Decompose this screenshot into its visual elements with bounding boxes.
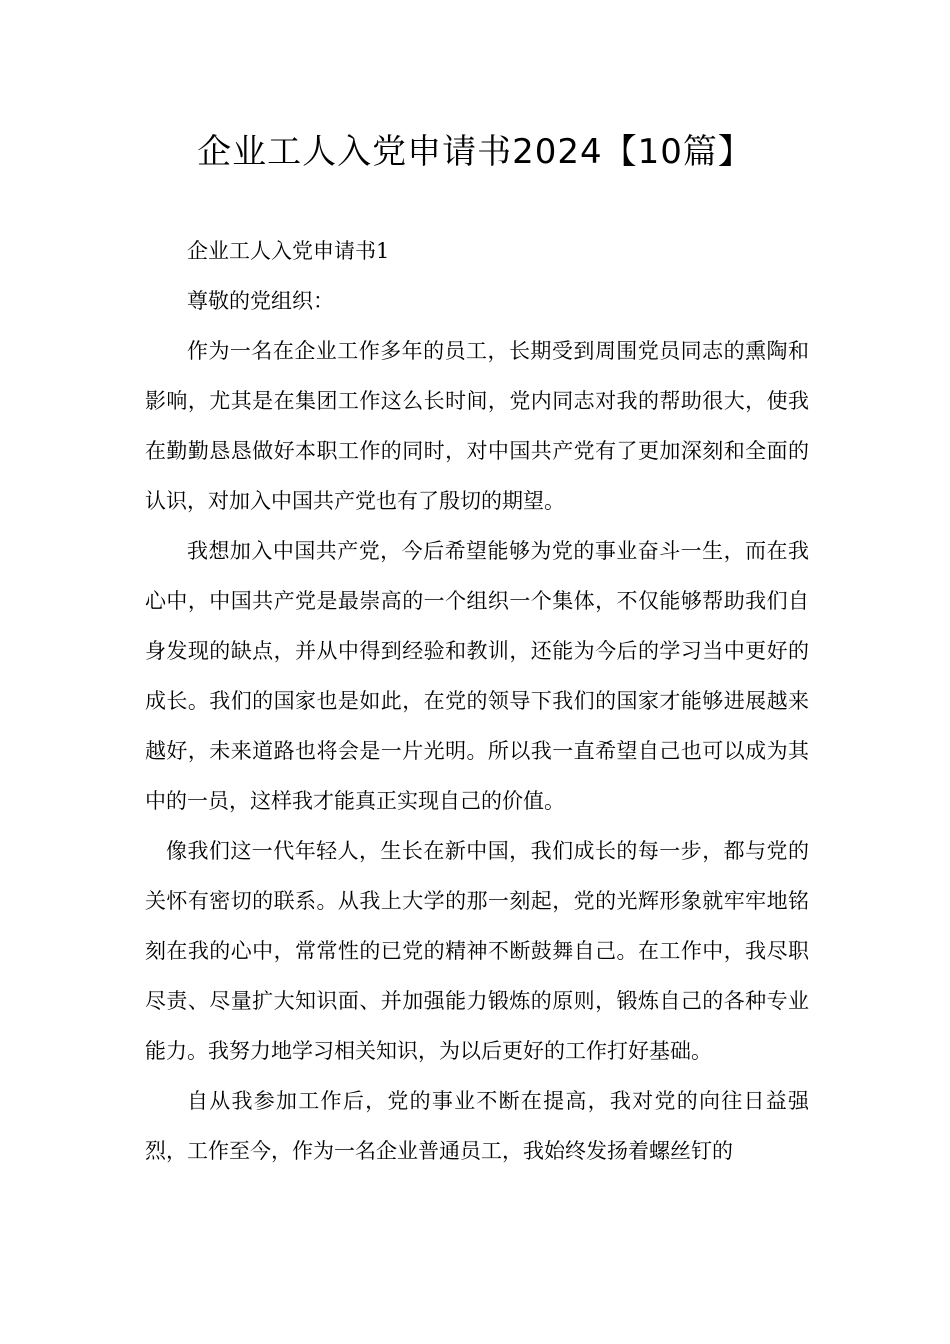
section-heading: 企业工人入党申请书1 [187,239,390,263]
body-paragraph: 作为一名在企业工作多年的员工，长期受到周围党员同志的熏陶和影响，尤其是在集团工作这么长时间，党内同志对我的帮助很大，使我在勤勤恳恳做好本职工作的同时，对中国共产党有了更加深刻和全面的认识，对加入中国共产党也有了殷切的期望。 [145,339,809,513]
body-paragraph: 自从我参加工作后，党的事业不断在提高，我对党的向往日益强烈，工作至今，作为一名企业普通员工，我始终发扬着螺丝钉的 [145,1089,809,1163]
body-paragraph: 我想加入中国共产党，今后希望能够为党的事业奋斗一生，而在我心中，中国共产党是最崇高的一个组织一个集体，不仅能够帮助我们自身发现的缺点，并从中得到经验和教训，还能为今后的学习当中更好的成长。我们的国家也是如此，在党的领导下我们的国家才能够进展越来越好，未来道路也将会是一片光明。所以我一直希望自己也可以成为其中的一员，这样我才能真正实现自己的价值。 [145,539,809,813]
salutation: 尊敬的党组织： [187,289,334,313]
body-paragraph: 像我们这一代年轻人，生长在新中国，我们成长的每一步，都与党的关怀有密切的联系。从我上大学的那一刻起，党的光辉形象就牢牢地铭刻在我的心中，常常性的已党的精神不断鼓舞自己。在工作中，我尽职尽责、尽量扩大知识面、并加强能力锻炼的原则，锻炼自己的各种专业能力。我努力地学习相关知识，为以后更好的工作打好基础。 [145,839,809,1063]
document-body [145,226,809,1176]
document-title: 企业工人入党申请书2024【10篇】 [197,132,753,172]
